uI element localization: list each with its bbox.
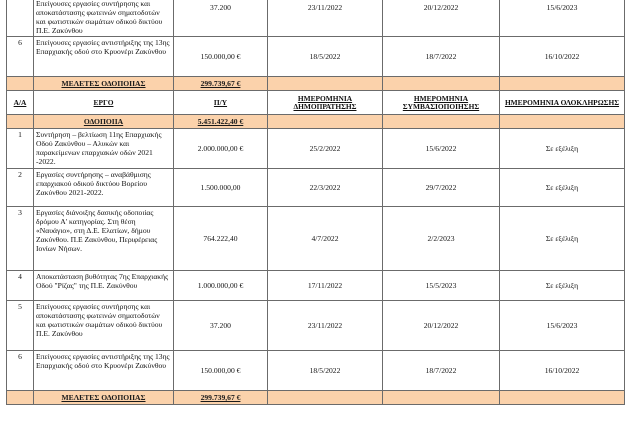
studies-total: 299.739,67 €: [174, 77, 268, 91]
table-row: [7, 351, 625, 391]
row-completion-date: Σε εξέλιξη: [500, 271, 625, 301]
row-contract-date: 29/7/2022: [383, 169, 500, 207]
row-completion-date: 16/10/2022: [500, 37, 625, 77]
row-contract-date: 20/12/2022: [383, 0, 500, 37]
row-contract-date: 15/6/2022: [383, 129, 500, 169]
studies-total-row: [7, 391, 625, 405]
row-work: Συντήρηση – βελτίωση 11ης Επαρχιακής Οδού Ζακύνθου – Αλυκών και παρακείμενων επαρχιακών οδών 2021 -2022.: [34, 129, 174, 169]
row-id: 5: [7, 301, 34, 351]
section-row: [7, 115, 625, 129]
row-contract-date: 20/12/2022: [383, 301, 500, 351]
table-row: [7, 207, 625, 271]
row-budget: 2.000.000,00 €: [174, 129, 268, 169]
row-completion-date: 15/6/2023: [500, 301, 625, 351]
table-row: [7, 271, 625, 301]
row-completion-date: Σε εξέλιξη: [500, 207, 625, 271]
row-auction-date: 22/3/2022: [268, 169, 383, 207]
header-completion: ΗΜΕΡΟΜΗΝΙΑ ΟΛΟΚΛΗΡΩΣΗΣ: [500, 91, 625, 115]
row-id: 1: [7, 129, 34, 169]
row-id: 6: [7, 37, 34, 77]
row-budget: 37.200: [174, 301, 268, 351]
table-row: [7, 129, 625, 169]
works-table: [6, 0, 625, 405]
row-auction-date: 18/5/2022: [268, 37, 383, 77]
table-row: [7, 37, 625, 77]
row-completion-date: Σε εξέλιξη: [500, 169, 625, 207]
table-row: [7, 169, 625, 207]
row-work: Εργασίες συντήρησης – αναβάθμισης επαρχιακού οδικού δικτύου Βορείου Ζακύνθου 2021-2022.: [34, 169, 174, 207]
studies-total: 299.739,67 €: [174, 391, 268, 405]
row-work: Αποκατάσταση βυθότητας 7ης Επαρχιακής Οδού "Ρίζας" της Π.Ε. Ζακύνθου: [34, 271, 174, 301]
header-budget: Π/Υ: [174, 91, 268, 115]
row-work: Επείγουσες εργασίες συντήρησης και αποκατάστασης φωτεινών σηματοδοτών και φωτιστικών σωμάτων οδικού δικτύου Π.Ε. Ζακύνθου: [34, 0, 174, 37]
section-label: ΟΔΟΠΟΙΙΑ: [34, 115, 174, 129]
row-work: Επείγουσες εργασίες συντήρησης και αποκατάστασης φωτεινών σηματοδοτών και φωτιστικών σωμάτων οδικού δικτύου Π.Ε. Ζακύνθου: [34, 301, 174, 351]
section-total: 5.451.422,40 €: [174, 115, 268, 129]
header-auction: ΗΜΕΡΟΜΗΝΙΑ ΔΗΜΟΠΡΑΤΗΣΗΣ: [268, 91, 383, 115]
row-budget: 150.000,00 €: [174, 351, 268, 391]
row-auction-date: 23/11/2022: [268, 301, 383, 351]
row-budget: 1.500.000,00: [174, 169, 268, 207]
header-row: [7, 91, 625, 115]
row-id: 2: [7, 169, 34, 207]
row-budget: 150.000,00 €: [174, 37, 268, 77]
row-id: [7, 0, 34, 37]
table-row: [7, 0, 625, 37]
row-id: 4: [7, 271, 34, 301]
row-auction-date: 4/7/2022: [268, 207, 383, 271]
studies-label: ΜΕΛΕΤΕΣ ΟΔΟΠΟΙΙΑΣ: [34, 77, 174, 91]
header-work: ΕΡΓΟ: [34, 91, 174, 115]
row-contract-date: 18/7/2022: [383, 351, 500, 391]
studies-label: ΜΕΛΕΤΕΣ ΟΔΟΠΟΙΙΑΣ: [34, 391, 174, 405]
row-completion-date: 16/10/2022: [500, 351, 625, 391]
row-auction-date: 17/11/2022: [268, 271, 383, 301]
row-budget: 764.222,40: [174, 207, 268, 271]
row-work: Επείγουσες εργασίες αντιστήριξης της 13ης Επαρχιακής οδού στο Κρυονέρι Ζακύνθου: [34, 351, 174, 391]
row-work: Επείγουσες εργασίες αντιστήριξης της 13ης Επαρχιακής οδού στο Κρυονέρι Ζακύνθου: [34, 37, 174, 77]
row-work: Εργασίες διάνοιξης δασικής οδοποιίας δρόμου Α' κατηγορίας. Στη θέση «Ναυάγιο», στη Δ.Ε. Ελατίων, δήμου Ζακύνθου. Π.Ε Ζακύνθου, Περιφέρειας Ιονίων Νήσων.: [34, 207, 174, 271]
row-contract-date: 18/7/2022: [383, 37, 500, 77]
row-id: 6: [7, 351, 34, 391]
table-row: [7, 301, 625, 351]
row-budget: 37.200: [174, 0, 268, 37]
row-id: 3: [7, 207, 34, 271]
row-auction-date: 23/11/2022: [268, 0, 383, 37]
row-auction-date: 25/2/2022: [268, 129, 383, 169]
row-contract-date: 2/2/2023: [383, 207, 500, 271]
header-contract: ΗΜΕΡΟΜΗΝΙΑ ΣΥΜΒΑΣΙΟΠΟΙΗΣΗΣ: [383, 91, 500, 115]
row-completion-date: Σε εξέλιξη: [500, 129, 625, 169]
studies-total-row: [7, 77, 625, 91]
row-auction-date: 18/5/2022: [268, 351, 383, 391]
header-aa: Α/Α: [7, 91, 34, 115]
row-completion-date: 15/6/2023: [500, 0, 625, 37]
row-budget: 1.000.000,00 €: [174, 271, 268, 301]
row-contract-date: 15/5/2023: [383, 271, 500, 301]
